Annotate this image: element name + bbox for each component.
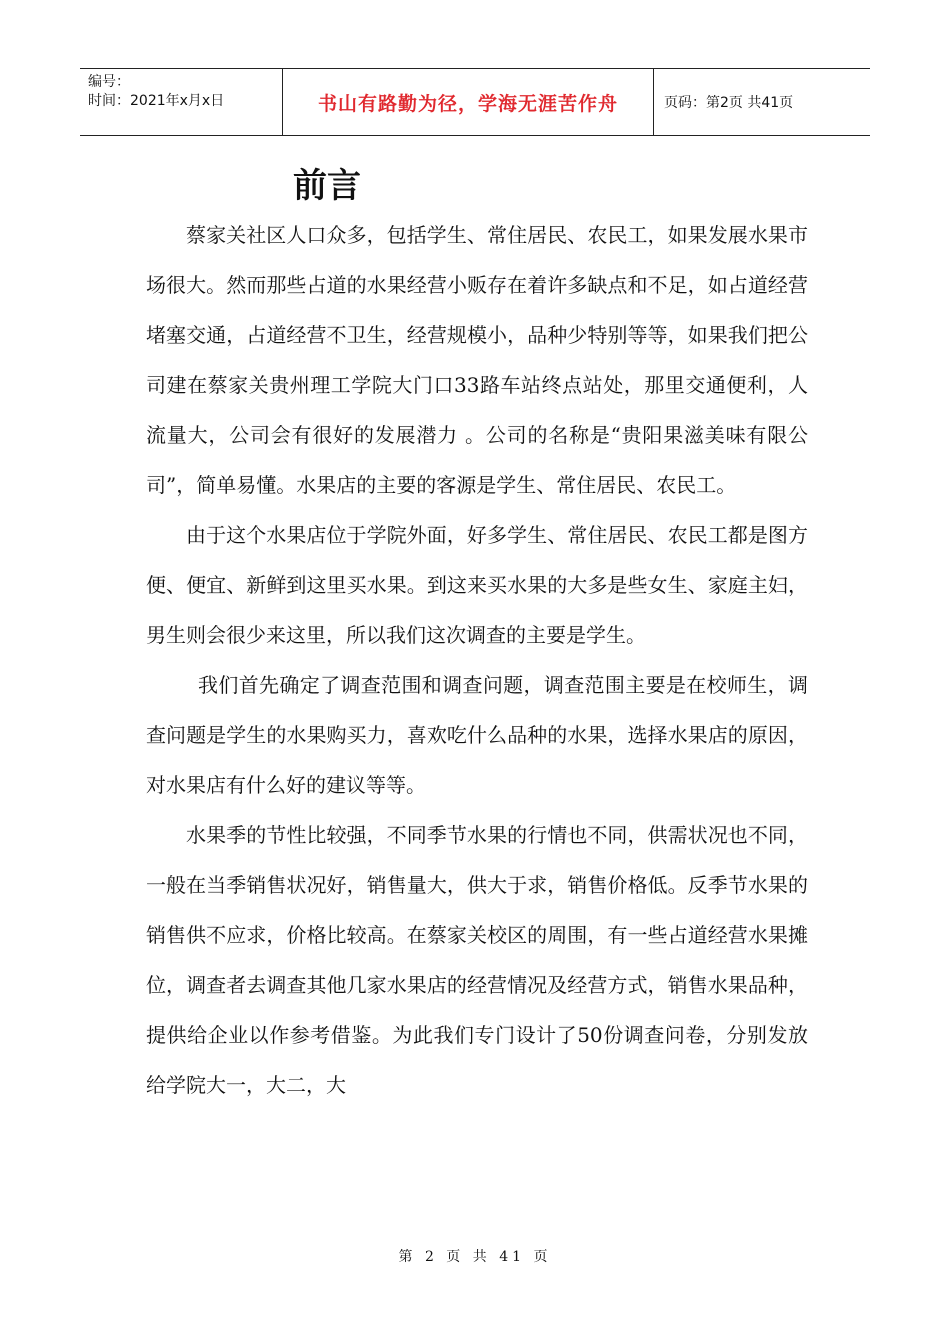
document-number-label: 编号：	[88, 74, 130, 90]
header-table	[80, 68, 870, 136]
header-motto: 书山有路勤为径，学海无涯苦作舟	[317, 92, 618, 115]
header-page-label: 页码：第2页 共41页	[664, 95, 794, 111]
header-page-cell	[654, 69, 870, 135]
document-title: 前言	[293, 166, 361, 206]
document-body	[146, 210, 808, 1110]
page-footer: 第 2 页 共 41 页	[398, 1249, 552, 1265]
header-meta-cell	[80, 69, 282, 135]
paragraph-2: 由于这个水果店位于学院外面，好多学生、常住居民、农民工都是图方便、便宜、新鲜到这里买水果。到这来买水果的大多是些女生、家庭主妇，男生则会很少来这里，所以我们这次调查的主要是学生。	[146, 523, 808, 647]
paragraph-4: 水果季的节性比较强，不同季节水果的行情也不同，供需状况也不同，一般在当季销售状况好，销售量大，供大于求，销售价格低。反季节水果的销售供不应求，价格比较高。在蔡家关校区的周围，有一些占道经营水果摊位，调查者去调查其他几家水果店的经营情况及经营方式，销售水果品种，提供给企业以作参考借鉴。为此我们专门设计了50份调查问卷，分别发放给学院大一，大二，大	[146, 823, 808, 1097]
paragraph-1: 蔡家关社区人口众多，包括学生、常住居民、农民工，如果发展水果市场很大。然而那些占道的水果经营小贩存在着许多缺点和不足，如占道经营堵塞交通，占道经营不卫生，经营规模小，品种少特别等等，如果我们把公司建在蔡家关贵州理工学院大门口33路车站终点站处，那里交通便利，人流量大，公司会有很好的发展潜力 。公司的名称是“贵阳果滋美味有限公司”，简单易懂。水果店的主要的客源是学生、常住居民、农民工。	[146, 223, 808, 497]
header-motto-cell	[282, 69, 654, 135]
paragraph-3: 我们首先确定了调查范围和调查问题，调查范围主要是在校师生，调查问题是学生的水果购买力，喜欢吃什么品种的水果，选择水果店的原因，对水果店有什么好的建议等等。	[146, 673, 808, 797]
document-date-label: 时间：2021年x月x日	[88, 93, 225, 109]
